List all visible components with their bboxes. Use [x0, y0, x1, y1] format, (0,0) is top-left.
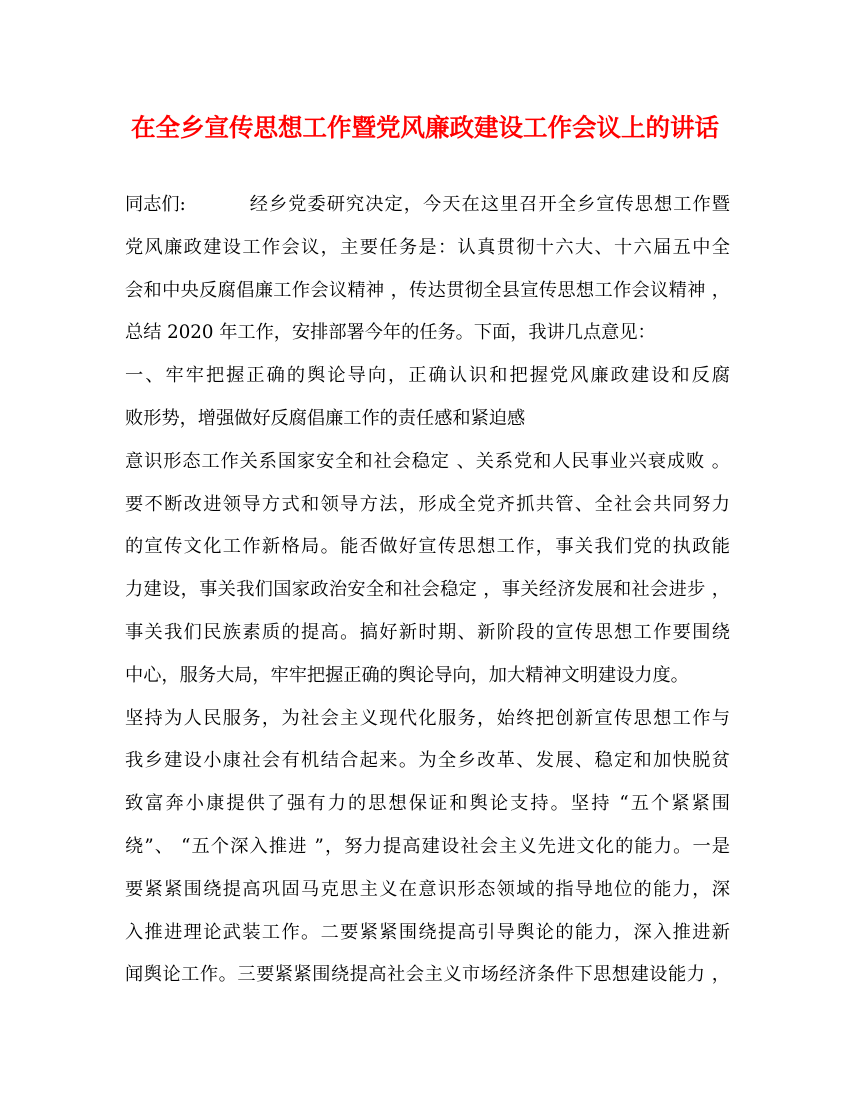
greeting: 同志们: — [125, 194, 186, 215]
section-heading-line: 败形势，增强做好反腐倡廉工作的责任感和紧迫感 — [125, 407, 526, 429]
paragraph-line: 致富奔小康提供了强有力的思想保证和舆论支持。坚持 “五个紧紧围 — [125, 793, 730, 815]
paragraph-line-greeting — [125, 184, 730, 227]
paragraph-line: 要紧紧围绕提高巩固马克思主义在意识形态领域的指导地位的能力，深 — [125, 878, 730, 900]
paragraph-line: 要不断改进领导方式和领导方法，形成全党齐抓共管、全社会共同努力 — [125, 493, 730, 515]
paragraph-line: 会和中央反腐倡廉工作会议精神 ，传达贯彻全县宣传思想工作会议精神 ， — [125, 279, 730, 301]
page-title: 在全乡宣传思想工作暨党风廉政建设工作会议上的讲话 — [131, 113, 719, 142]
paragraph-line: 党风廉政建设工作会议，主要任务是：认真贯彻十六大、十六届五中全 — [125, 236, 730, 258]
paragraph-line: 总结 2020 年工作，安排部署今年的任务。下面，我讲几点意见： — [125, 322, 656, 344]
paragraph-line: 坚持为人民服务，为社会主义现代化服务，始终把创新宣传思想工作与 — [125, 707, 730, 729]
document-body — [125, 184, 730, 997]
paragraph-line: 入推进理论武装工作。二要紧紧围绕提高引导舆论的能力，深入推进新 — [125, 921, 730, 943]
paragraph-line: 绕”、 “五个深入推进 ”，努力提高建设社会主义先进文化的能力。一是 — [125, 835, 730, 857]
paragraph-line: 力建设，事关我们国家政治安全和社会稳定 ，事关经济发展和社会进步 ， — [125, 579, 730, 601]
paragraph-line: 事关我们民族素质的提高。搞好新时期、新阶段的宣传思想工作要围绕 — [125, 621, 730, 643]
paragraph-line: 意识形态工作关系国家安全和社会稳定 、关系党和人民事业兴衰成败 。 — [125, 450, 730, 472]
paragraph-line: 中心，服务大局，牢牢把握正确的舆论导向，加大精神文明建设力度。 — [125, 664, 689, 686]
paragraph-line: 的宣传文化工作新格局。能否做好宣传思想工作，事关我们党的执政能 — [125, 536, 730, 558]
paragraph-line: 经乡党委研究决定，今天在这里召开全乡宣传思想工作暨 — [249, 194, 730, 215]
paragraph-line: 闻舆论工作。三要紧紧围绕提高社会主义市场经济条件下思想建设能力 ， — [125, 964, 730, 986]
paragraph-line: 我乡建设小康社会有机结合起来。为全乡改革、发展、稳定和加快脱贫 — [125, 750, 730, 772]
section-heading-line: 一、牢牢把握正确的舆论导向，正确认识和把握党风廉政建设和反腐 — [125, 365, 730, 387]
